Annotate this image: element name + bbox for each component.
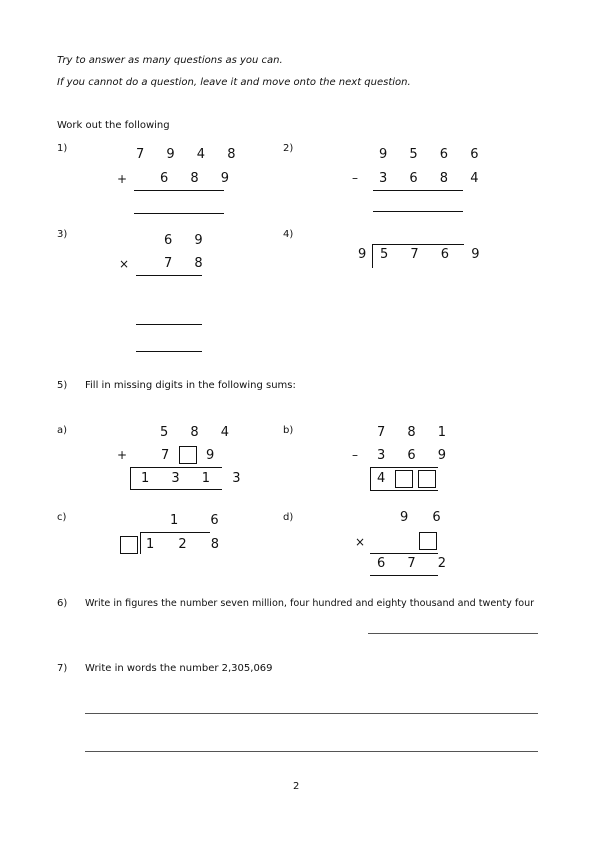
division-bracket-top xyxy=(372,244,464,245)
question-text: Write in words the number 2,305,069 xyxy=(85,663,273,674)
sum-rule xyxy=(130,467,222,468)
subtrahend: 3 6 8 4 xyxy=(379,171,488,186)
dividend: 1 2 8 xyxy=(146,537,230,552)
question-label: 3) xyxy=(57,229,68,240)
question-label: d) xyxy=(283,512,294,523)
addend-top: 5 8 4 xyxy=(160,425,239,440)
question-label: b) xyxy=(283,425,294,436)
result-bracket-left xyxy=(370,467,371,491)
subtrahend: 3 6 9 xyxy=(377,448,456,463)
answer-line[interactable] xyxy=(85,713,538,714)
times-sign: × xyxy=(355,535,366,549)
working-line[interactable] xyxy=(136,324,202,325)
addend-digit: 9 xyxy=(206,448,215,463)
addend-digit: 7 xyxy=(161,448,170,463)
product-result: 6 7 2 xyxy=(377,556,456,571)
result-rule xyxy=(370,575,438,576)
missing-digit-box[interactable] xyxy=(418,470,436,488)
addend-bottom: 6 8 9 xyxy=(160,171,239,186)
minus-sign: – xyxy=(352,448,358,462)
question-label: c) xyxy=(57,512,67,523)
result-rule xyxy=(370,490,438,491)
division-bracket-vertical xyxy=(372,244,373,268)
missing-divisor-box[interactable] xyxy=(120,536,138,554)
missing-digit-box[interactable] xyxy=(179,446,197,464)
question-number: 5) xyxy=(57,380,68,391)
difference-rule xyxy=(373,190,463,191)
minuend: 9 5 6 6 xyxy=(379,147,488,162)
question-label: 4) xyxy=(283,229,294,240)
instruction-line-2: If you cannot do a question, leave it and move onto the next question. xyxy=(57,77,411,88)
question-label: 2) xyxy=(283,143,294,154)
answer-line[interactable] xyxy=(368,633,538,634)
question-label: a) xyxy=(57,425,68,436)
product-rule xyxy=(370,553,438,554)
sum-rule xyxy=(134,190,224,191)
sum-result: 1 3 1 3 xyxy=(141,471,250,486)
result-digit: 4 xyxy=(377,471,386,486)
question-number: 7) xyxy=(57,663,68,674)
result-bracket-left xyxy=(130,467,131,489)
instruction-line-1: Try to answer as many questions as you can. xyxy=(57,55,283,66)
minus-sign: – xyxy=(352,171,358,185)
minuend: 7 8 1 xyxy=(377,425,456,440)
page-number: 2 xyxy=(293,781,300,792)
section-heading: Work out the following xyxy=(57,120,170,131)
answer-line[interactable] xyxy=(85,751,538,752)
answer-line[interactable] xyxy=(136,351,202,352)
addend-top: 7 9 4 8 xyxy=(136,147,245,162)
divisor: 9 xyxy=(358,247,367,262)
product-rule xyxy=(136,275,202,276)
multiplicand: 6 9 xyxy=(164,233,212,248)
question-text: Write in figures the number seven million, four hundred and eighty thousand and twenty four xyxy=(85,598,535,609)
question-number: 6) xyxy=(57,598,68,609)
plus-sign: + xyxy=(117,448,128,462)
division-bracket-vertical xyxy=(140,532,141,554)
multiplicand: 9 6 xyxy=(400,510,451,525)
question-text: Fill in missing digits in the following sums: xyxy=(85,380,296,391)
plus-sign: + xyxy=(117,172,128,186)
result-rule xyxy=(130,489,222,490)
answer-line[interactable] xyxy=(373,211,463,212)
quotient: 1 6 xyxy=(170,513,233,528)
multiplier: 7 8 xyxy=(164,256,212,271)
dividend: 5 7 6 9 xyxy=(380,247,489,262)
missing-digit-box[interactable] xyxy=(395,470,413,488)
answer-line[interactable] xyxy=(134,213,224,214)
difference-rule xyxy=(370,467,438,468)
times-sign: × xyxy=(119,257,130,271)
division-bracket-top xyxy=(140,532,210,533)
question-label: 1) xyxy=(57,143,68,154)
missing-digit-box[interactable] xyxy=(419,532,437,550)
